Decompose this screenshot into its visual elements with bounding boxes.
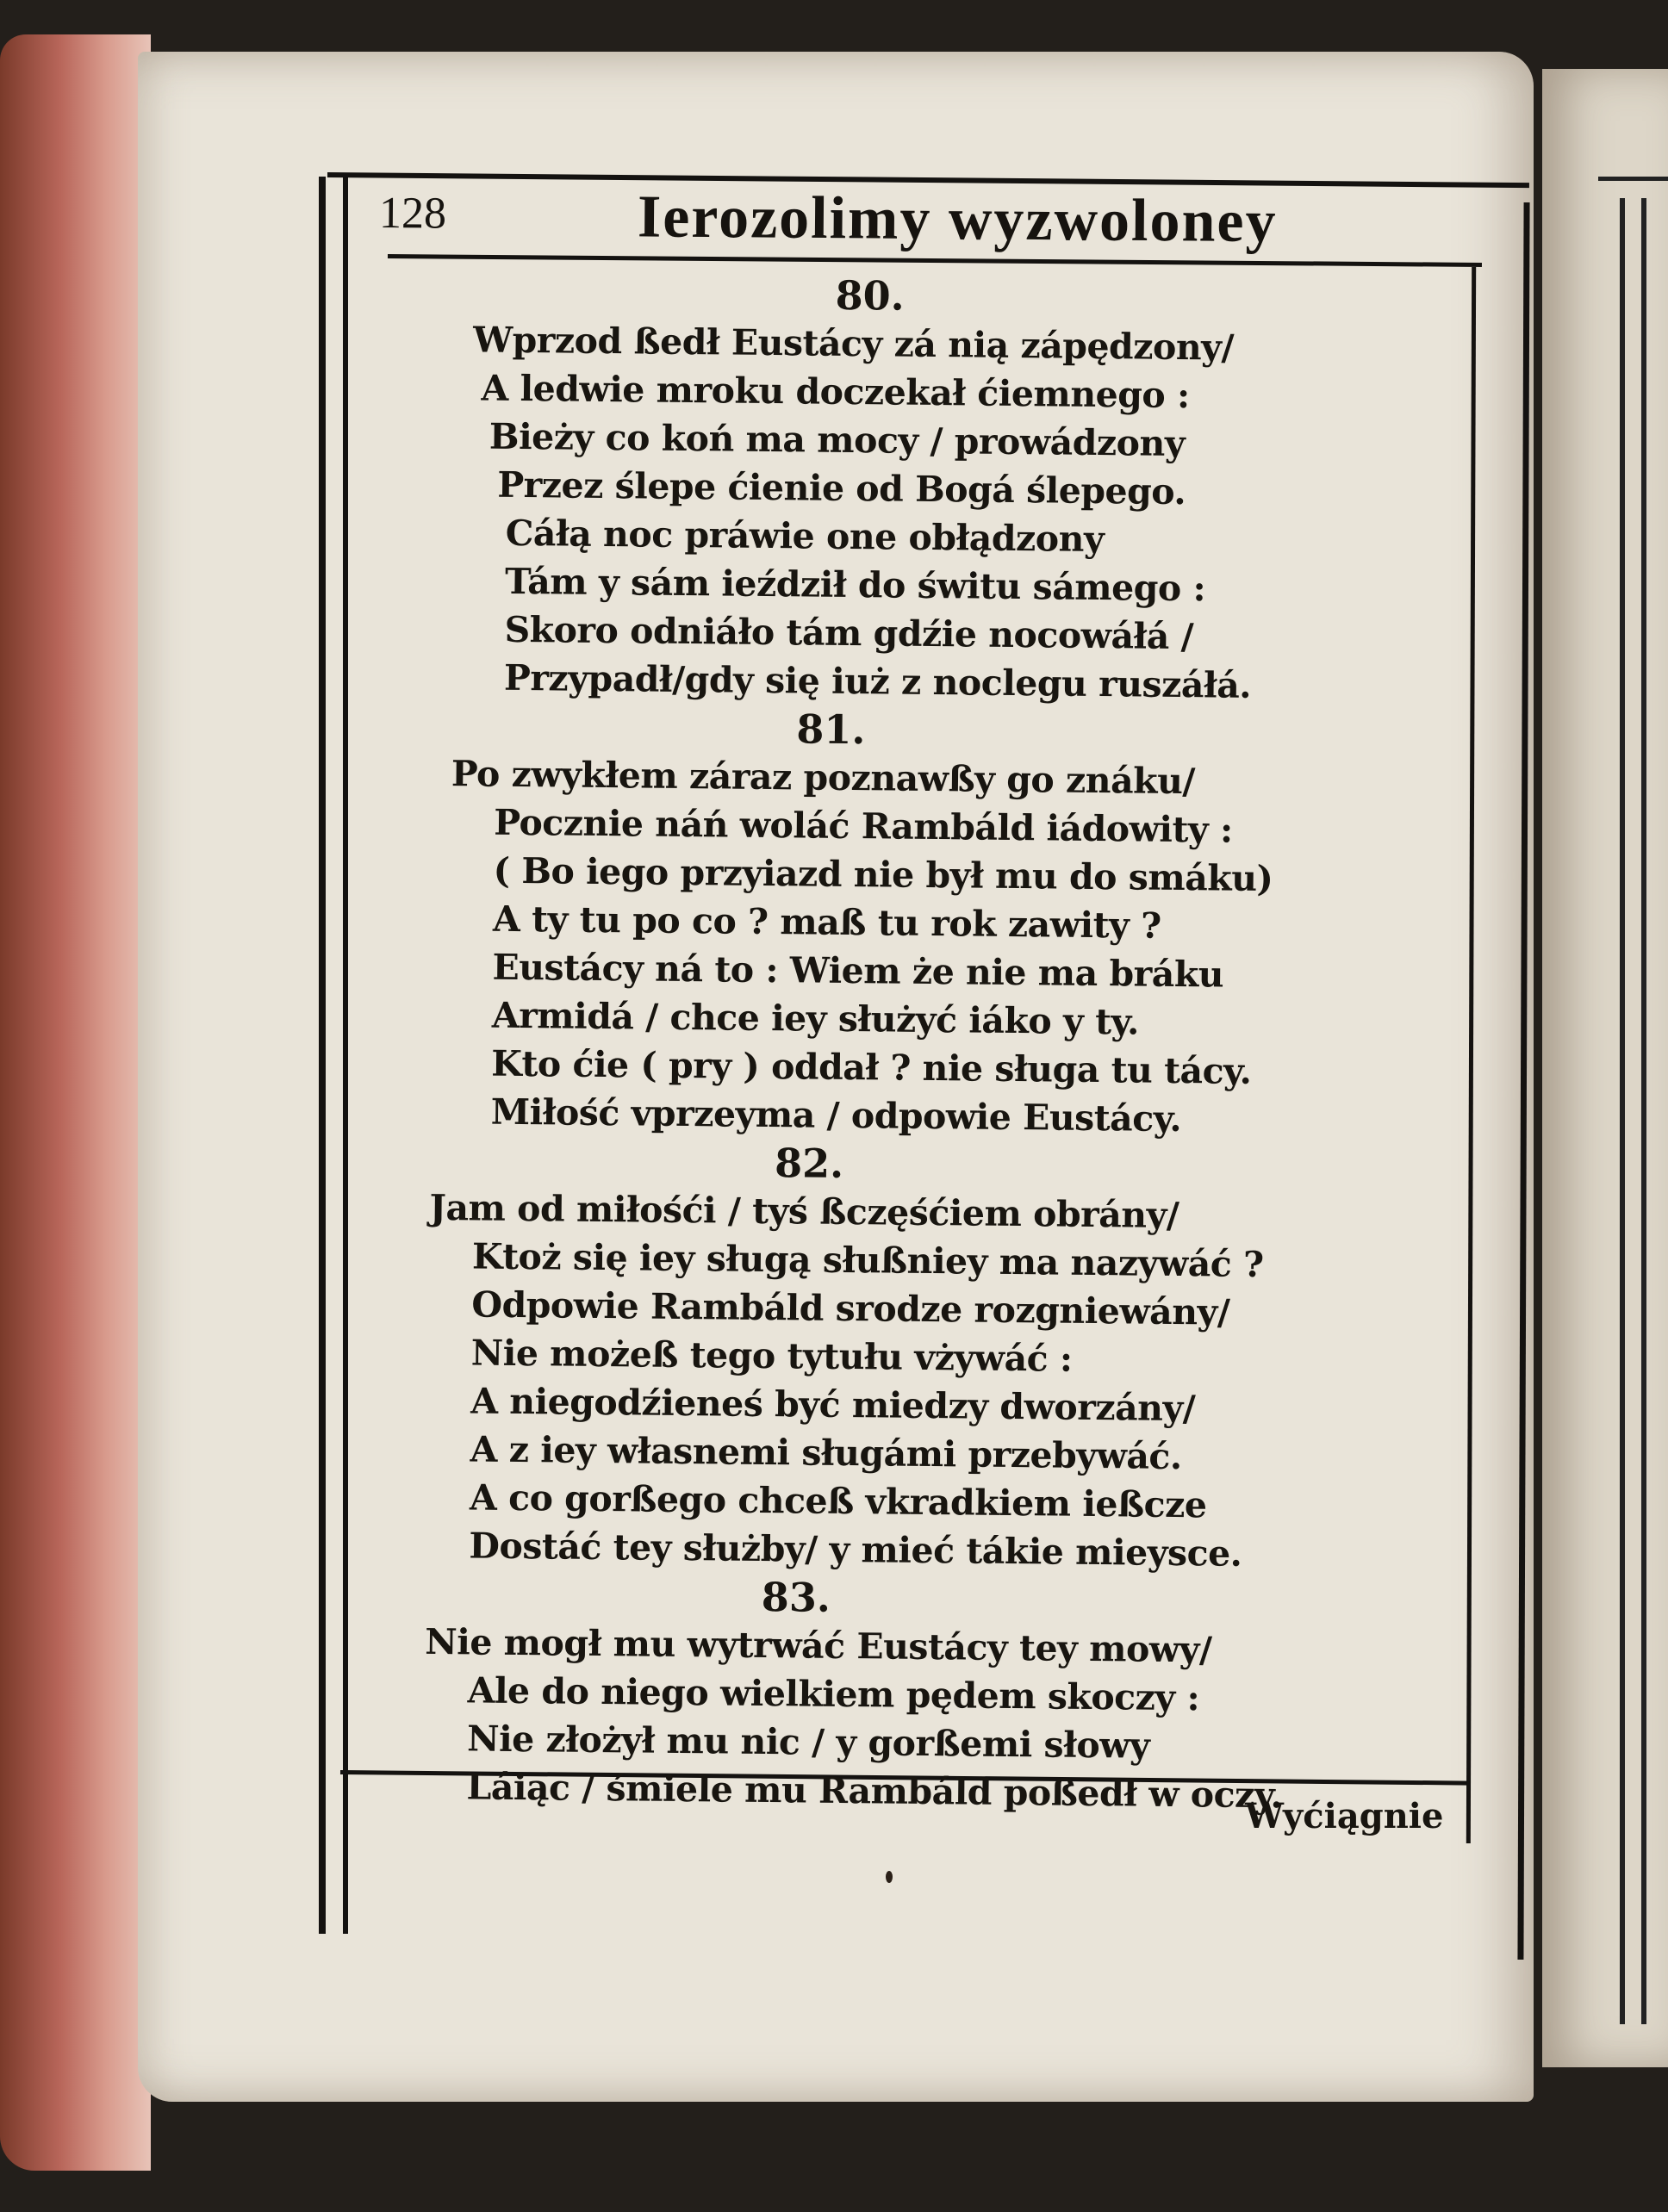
frame-rule-left-inner: [343, 177, 348, 1934]
verse-line: Pocznie náń woláć Rambáld iádowity :: [494, 801, 1233, 851]
verse-line: Przypadł/gdy się iuż z noclegu ruszáłá.: [503, 656, 1252, 706]
page-edges: [0, 34, 151, 2171]
stanza-82: [426, 1135, 1464, 1581]
stanza-80: [435, 267, 1473, 712]
verse-line: Skoro odniáło tám gdźie nocowáłá /: [504, 608, 1194, 658]
verse-line: Po zwykłem záraz poznawßy go znáku/: [451, 753, 1196, 803]
stanza-83: [423, 1569, 1460, 1822]
verse-line: Nie mogł mu wytrwáć Eustácy tey mowy/: [425, 1620, 1212, 1671]
verse-line: Przez ślepe ćienie od Bogá ślepego.: [497, 463, 1186, 513]
verse-line: Odpowie Rambáld srodze rozgniewány/: [471, 1283, 1230, 1333]
ink-blot: [886, 1871, 893, 1883]
catchword: Wyćiągnie: [1245, 1796, 1444, 1836]
verse-line: Eustácy ná to : Wiem że nie ma bráku: [492, 946, 1224, 996]
verse-line: Nie możeß tego tytułu vżywáć :: [470, 1332, 1073, 1380]
verse-line: A ty tu po co ? maß tu rok zawity ?: [492, 898, 1161, 947]
verse-line: ( Bo iego przyiazd nie był mu do smáku): [493, 849, 1273, 900]
poem-text: [423, 267, 1473, 1821]
facing-page-rule: [1598, 177, 1668, 181]
verse-line: A niegodźieneś być miedzy dworzány/: [470, 1380, 1196, 1430]
verse-line: Cáłą noc práwie one obłądzony: [505, 512, 1105, 561]
verse-line: Tám y sám ieździł do świtu sámego :: [504, 560, 1206, 610]
verse-line: A ledwie mroku doczekał ćiemnego :: [481, 367, 1190, 417]
stanza-81: [430, 701, 1468, 1146]
verse-line: Láiąc / śmiele mu Rambáld poßedł w oczy.: [466, 1766, 1283, 1817]
verse-line: Kto ćie ( pry ) oddał ? nie sługa tu tácy.: [491, 1042, 1252, 1092]
facing-page-rule: [1641, 198, 1646, 2024]
stanza-number: 80.: [835, 271, 905, 320]
verse-line: Ktoż się iey sługą słußniey ma nazywáć ?: [471, 1235, 1264, 1286]
running-title: Ierozolimy wyzwoloney: [637, 183, 1278, 256]
verse-line: Wprzod ßedł Eustácy zá nią zápędzony/: [472, 319, 1235, 369]
frame-rule-left-outer: [319, 177, 326, 1934]
verse-line: Armidá / chce iey służyć iáko y ty.: [491, 994, 1140, 1043]
verse-line: Ale do niego wielkiem pędem skoczy :: [467, 1669, 1200, 1719]
verse-line: Jam od miłośći / tyś ßczęśćiem obrány/: [429, 1186, 1179, 1237]
verse-line: Miłość vprzeyma / odpowie Eustácy.: [490, 1090, 1182, 1140]
facing-page-rule: [1620, 198, 1625, 2024]
stanza-number: 82.: [774, 1140, 844, 1187]
verse-line: Nie złożył mu nic / y gorßemi słowy: [466, 1718, 1150, 1767]
verse-line: Dostáć tey służby/ y mieć tákie mieysce.: [469, 1525, 1242, 1575]
stanza-number: 81.: [796, 705, 866, 754]
verse-line: Bieży co koń ma mocy / prowádzony: [489, 415, 1186, 465]
page-header: [379, 181, 1466, 267]
verse-line: A co gorßego chceß vkradkiem ießcze: [469, 1476, 1207, 1526]
stanza-number: 83.: [761, 1574, 831, 1621]
page-number: 128: [378, 189, 447, 239]
verse-line: A z iey własnemi sługámi przebywáć.: [470, 1428, 1182, 1478]
facing-page: [1542, 69, 1668, 2067]
